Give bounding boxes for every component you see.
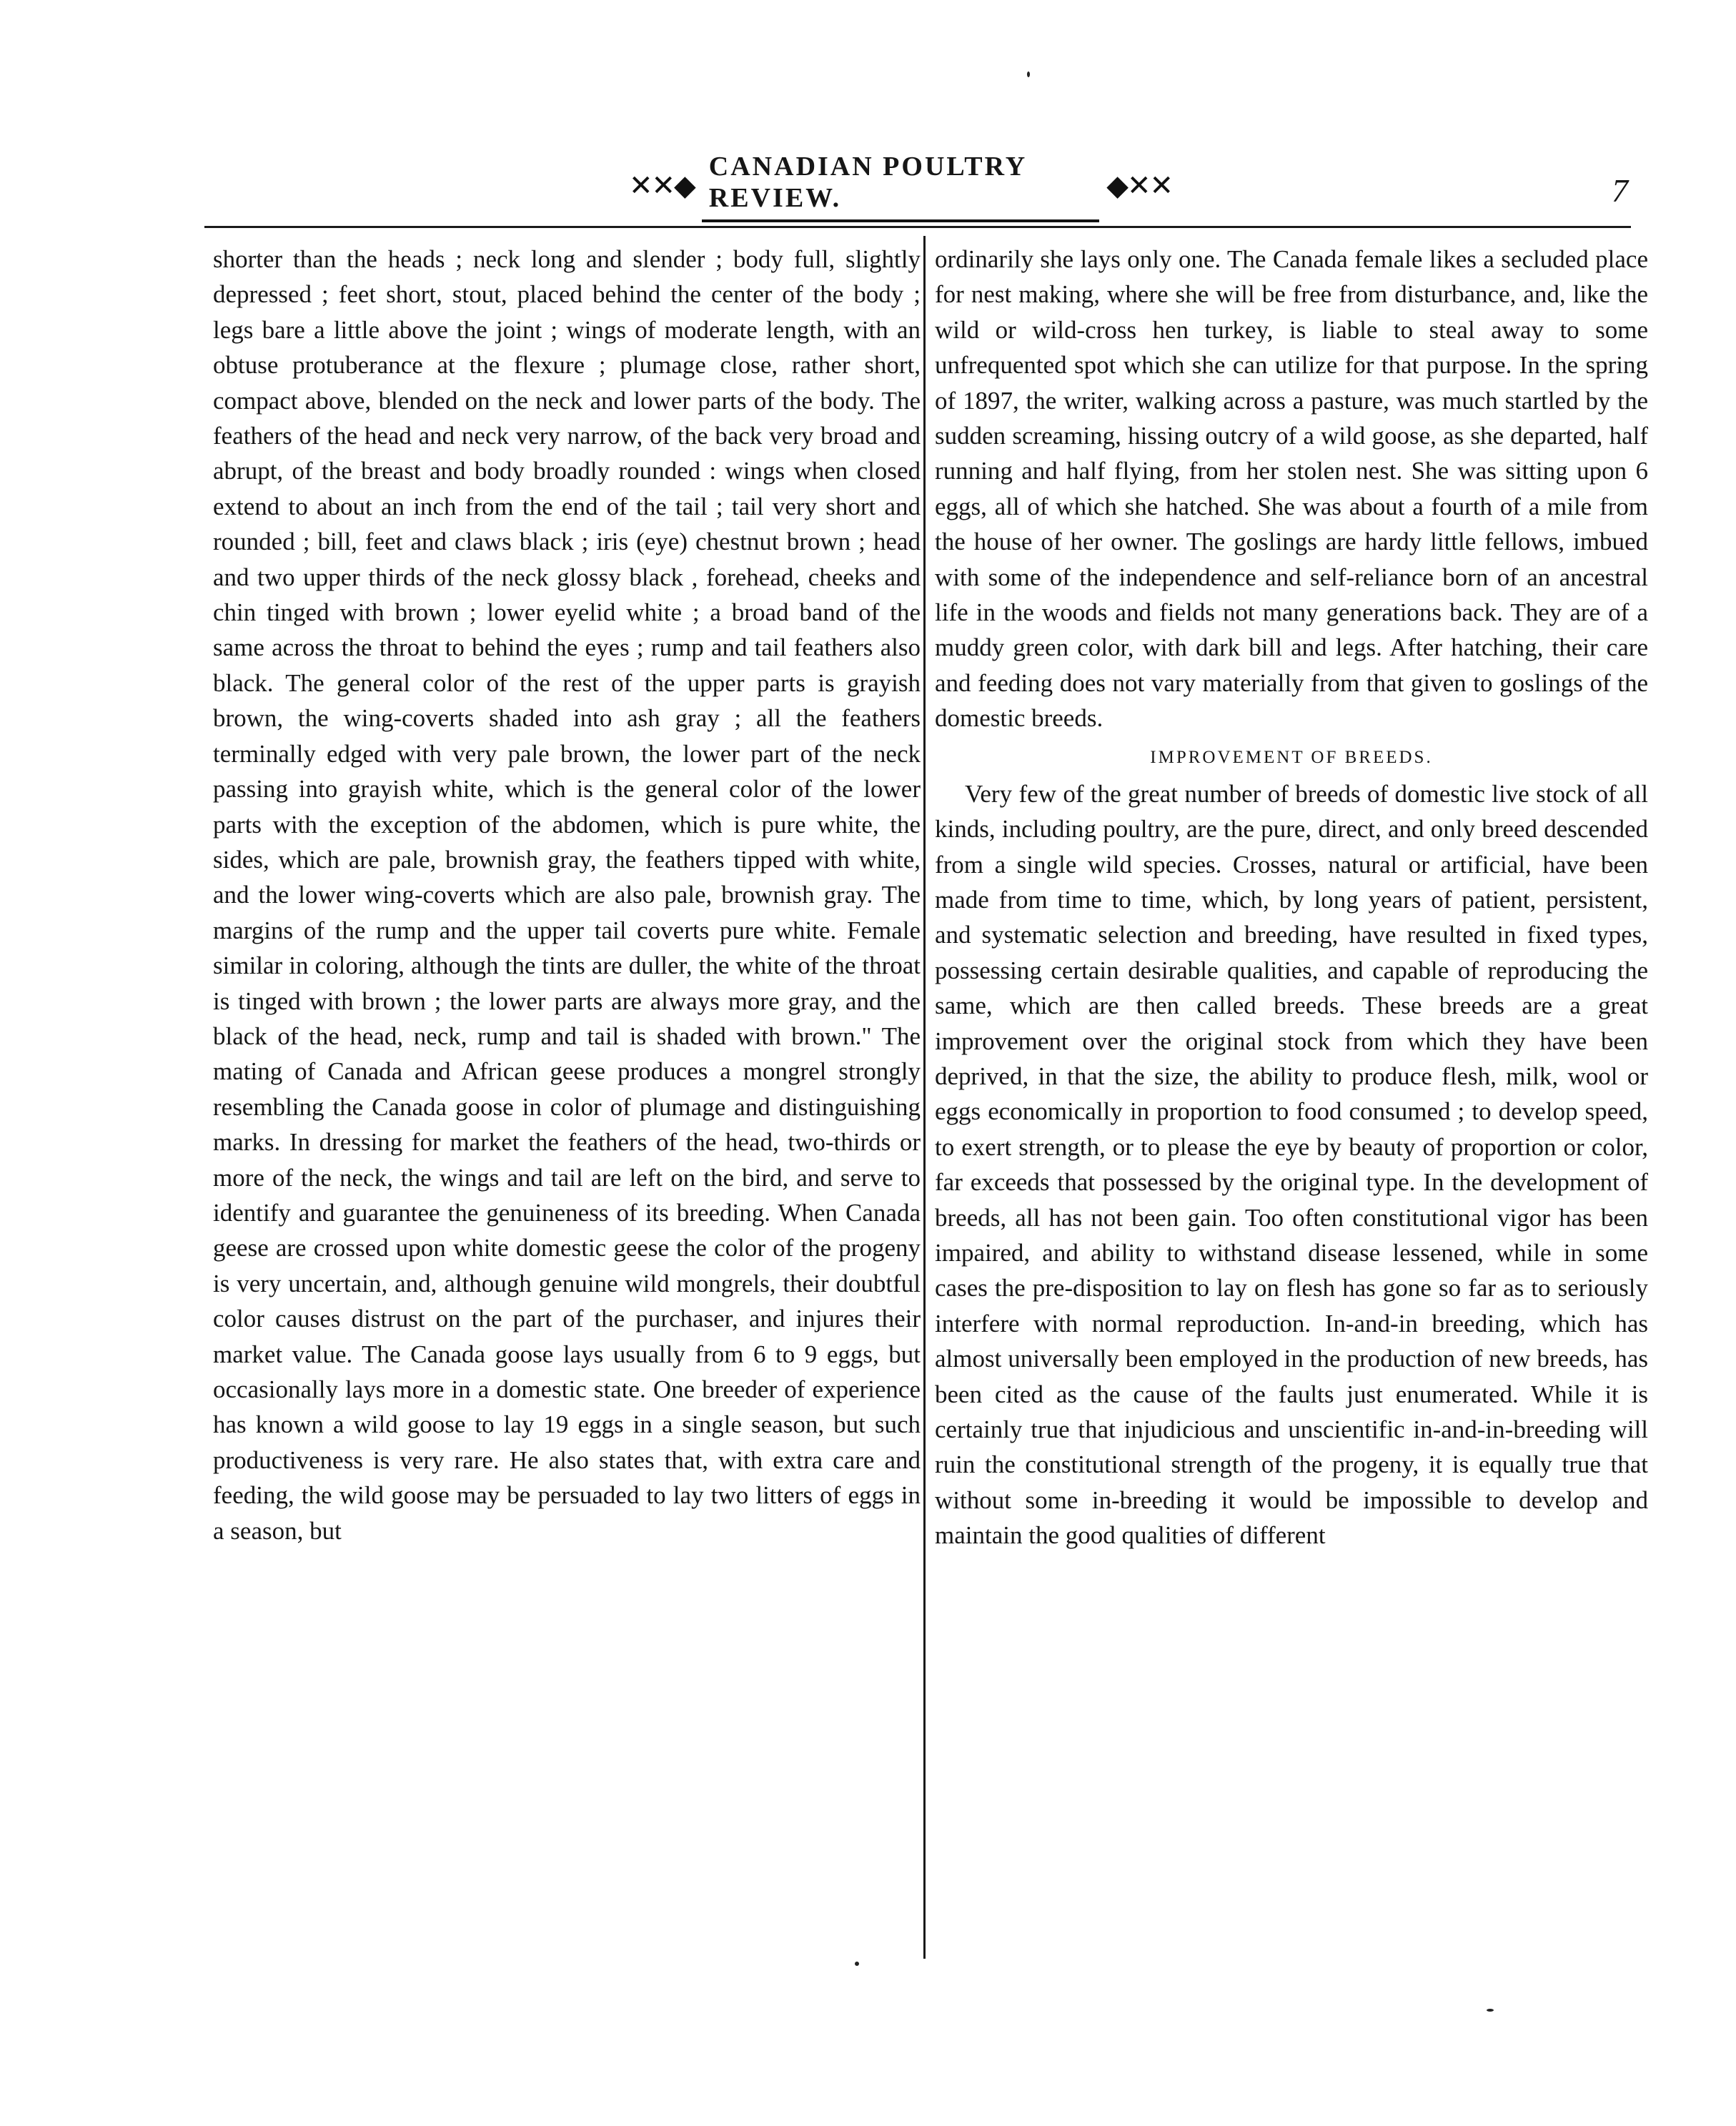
print-speck	[1027, 71, 1030, 77]
right-column-paragraph-1: ordinarily she lays only one. The Canada female likes a secluded place for nest making, where she will be free from disturbance, and, like the wild or wild-cross hen turkey, is liable to steal away to some unfrequented spot which she can utilize for that purpose. In the spring of 1897, the writer, walking across a pasture, was much startled by the sudden screaming, hissing outcry of a wild goose, as she departed, half running and half flying, from her stolen nest. She was sitting upon 6 eggs, all of which she hatched. She was about a fourth of a mile from the house of her owner. The goslings are hardy little fellows, imbued with some of the independence and self-reliance born of an ancestral life in the woods and fields not many generations back. They are of a muddy green color, with dark bill and legs. After hatching, their care and feeding does not vary materially from that given to goslings of the domestic breeds.	[935, 245, 1648, 733]
print-speck	[855, 1962, 859, 1966]
section-heading: IMPROVEMENT OF BREEDS.	[1150, 747, 1433, 767]
publication-title: CANADIAN POULTRY REVIEW.	[702, 148, 1099, 222]
column-divider	[923, 236, 926, 1959]
left-ornament: ✕✕◆	[629, 169, 695, 202]
left-column-paragraph: shorter than the heads ; neck long and slender ; body full, slightly depressed ; feet short, stout, placed behind the center of the body ; legs bare a little above the joint ; wings of moderate length, with an obtuse protuberance at the flexure ; plumage close, rather short, compact above, blended on the neck and lower parts of the body. The feathers of the head and neck very narrow, of the back very broad and abrupt, of the breast and body broadly rounded : wings when closed extend to about an inch from the end of the tail ; tail very short and rounded ; bill, feet and claws black ; iris (eye) chestnut brown ; head and two upper thirds of the neck glossy black , forehead, cheeks and chin tinged with brown ; lower eyelid white ; a broad band of the same across the throat to behind the eyes ; rump and tail feathers also black. The general color of the rest of the upper parts is grayish brown, the wing-coverts shaded into ash gray ; all the feathers terminally edged with very pale brown, the lower part of the neck passing into grayish white, which is the general color of the lower parts with the exception of the abdomen, which is pure white, the sides, which are pale, brownish gray, the feathers tipped with white, and the lower wing-coverts which are also pale, brownish gray. The margins of the rump and the upper tail coverts pure white. Female similar in coloring, although the tints are duller, the white of the throat is tinged with brown ; the lower parts are always more gray, and the black of the head, neck, rump and tail is shaded with brown." The mating of Canada and African geese produces a mongrel strongly resembling the Canada goose in color of plumage and distinguishing marks. In dressing for market the feathers of the head, two-thirds or more of the neck, the wings and tail are left on the bird, and serve to identify and guarantee the genuineness of its breeding. When Canada geese are crossed upon white domestic geese the color of the progeny is very uncertain, and, although genuine wild mongrels, their doubtful color causes distrust on the part of the purchaser, and injures their market value. The Canada goose lays usually from 6 to 9 eggs, but occasionally lays more in a domestic state. One breeder of experience has known a wild goose to lay 19 eggs in a single season, but such productiveness is very rare. He also states that, with extra care and feeding, the wild goose may be persuaded to lay two litters of eggs in a season, but	[213, 245, 921, 1545]
header-rule	[204, 226, 1631, 228]
page-number: 7	[1612, 172, 1628, 209]
right-column-paragraph-2: Very few of the great number of breeds of domestic live stock of all kinds, including poultry, are the pure, direct, and only breed descended from a single wild species. Crosses, natural or artificial, have been made from time to time, which, by long years of patient, persistent, and systematic selection and breeding, have resulted in fixed types, possessing certain desirable qualities, and capable of reproducing the same, which are then called breeds. These breeds are a great improvement over the original stock from which they have been deprived, in that the size, the ability to produce flesh, milk, wool or eggs economically in proportion to food consumed ; to develop speed, to exert strength, or to please the eye by beauty of proportion or color, far exceeds that possessed by the original type. In the development of breeds, all has not been gain. Too often constitutional vigor has been impaired, and ability to withstand disease lessened, while in some cases the pre-disposition to lay on flesh has gone so far as to seriously interfere with normal reproduction. In-and-in breeding, which has almost universally been employed in the production of new breeds, has been cited as the cause of the faults just enumerated. While it is certainly true that injudicious and unscientific in-and-in-breeding will ruin the constitutional strength of the progeny, it is equally true that without some in-breeding it would be impossible to develop and maintain the good qualities of different	[935, 779, 1648, 1550]
print-speck	[1487, 2009, 1494, 2012]
right-ornament: ◆✕✕	[1106, 169, 1172, 202]
right-column	[935, 242, 1648, 1957]
left-column	[213, 242, 921, 1957]
masthead	[629, 152, 1172, 213]
